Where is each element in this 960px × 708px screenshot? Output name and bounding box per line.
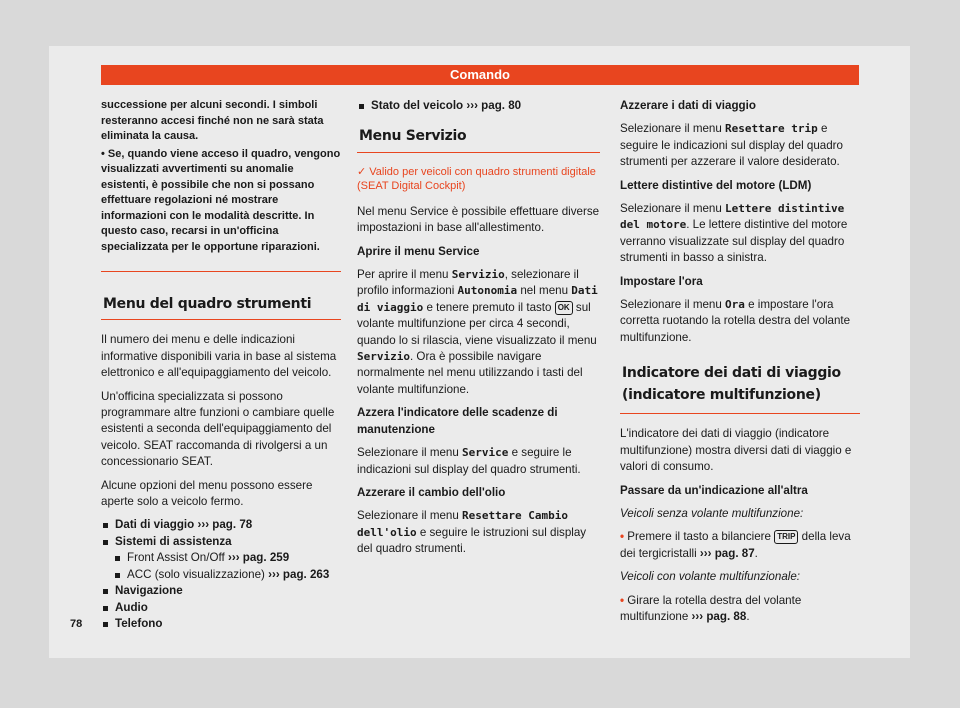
menu-name: Autonomia bbox=[457, 284, 518, 298]
menu-name: Dati di viaggio bbox=[357, 284, 598, 314]
paragraph: Per aprire il menu Servizio, selezionare il profilo informazioni Autonomia nel menu Dati di viaggio e tenere premuto il tasto OK sul volante multifunzione per circa 4 secondi, quando lo si rilascia, viene visualizzato il menu Servizio. Ora è possibile navigare normalmente nel menu utilizzando i tasti del volante multifunzione. bbox=[357, 268, 598, 396]
subheading: Azzerare il cambio dell'olio bbox=[357, 485, 506, 499]
column-2 bbox=[357, 98, 600, 565]
menu-name: Servizio bbox=[451, 268, 505, 282]
ok-key-icon: OK bbox=[555, 301, 573, 315]
heading-menu-quadro: Menu del quadro strumenti bbox=[101, 296, 341, 320]
menu-name: Resettare trip bbox=[725, 122, 818, 136]
paragraph: Selezionare il menu Resettare Cambio dell'olio e seguire le istruzioni sul display del quadro strumenti. bbox=[357, 509, 587, 556]
list-item-label: Front Assist On/Off bbox=[127, 551, 225, 565]
paragraph: Selezionare il menu Lettere distintive del motore. Le lettere distintive del motore verranno visualizzate sul display del quadro strumenti in basso a sinistra. bbox=[620, 202, 848, 265]
warning-text-1: successione per alcuni secondi. I simboli resteranno accesi finché non ne sarà stata eliminata la causa. bbox=[101, 99, 324, 142]
column-1 bbox=[101, 98, 341, 632]
subheading: Lettere distintive del motore (LDM) bbox=[620, 178, 812, 192]
paragraph: Il numero dei menu e delle indicazioni informative disponibili varia in base al sistema elettronico e all'equipaggiamento del veicolo. bbox=[101, 333, 337, 380]
heading-menu-servizio: Menu Servizio bbox=[357, 128, 600, 152]
list-item-label: ACC (solo visualizzazione) bbox=[127, 567, 265, 581]
page-ref-link[interactable]: ››› pag. 259 bbox=[227, 551, 290, 565]
warning-box bbox=[101, 98, 341, 272]
list-item: Telefono bbox=[101, 616, 341, 632]
paragraph: Selezionare il menu Ora e impostare l'ora corretta ruotando la rotella destra del volante multifunzione. bbox=[620, 298, 851, 344]
list-item bbox=[357, 98, 600, 114]
list-subitem bbox=[101, 550, 341, 566]
paragraph: Selezionare il menu Resettare trip e seguire le indicazioni sul display del quadro strumenti per azzerare il valore desiderato. bbox=[620, 122, 843, 169]
heading-indicatore-dati-viaggio: Indicatore dei dati di viaggio (indicatore multifunzione) bbox=[620, 362, 860, 414]
column-3 bbox=[620, 98, 860, 632]
list-subitem bbox=[101, 567, 341, 583]
subheading: Passare da un'indicazione all'altra bbox=[620, 483, 808, 497]
page-ref-link[interactable] bbox=[197, 518, 252, 531]
menu-name: Ora bbox=[725, 298, 745, 312]
step-item: • Premere il tasto a bilanciere TRIP della leva dei tergicristalli ››› pag. 87. bbox=[620, 530, 851, 560]
list-item: Audio bbox=[101, 600, 341, 616]
page-ref-link[interactable]: ››› pag. 80 bbox=[466, 99, 522, 112]
validity-note bbox=[357, 165, 600, 194]
step-item: • Girare la rotella destra del volante multifunzione ››› pag. 88. bbox=[620, 593, 802, 623]
menu-name: Service bbox=[462, 446, 509, 460]
paragraph: Un'officina specializzata si possono programmare altre funzioni o cambiare quelle esistenti a seconda dell'equipaggiamento del veicolo. SEAT raccomanda di rivolgersi a un concessionario SEAT. bbox=[101, 389, 335, 469]
section-header: Comando bbox=[101, 65, 859, 85]
list-item bbox=[101, 517, 341, 533]
validity-note-text: Valido per veicoli con quadro strumenti digitale (SEAT Digital Cockpit) bbox=[357, 165, 596, 193]
list-item: Sistemi di assistenza bbox=[101, 534, 341, 550]
trip-key-icon: TRIP bbox=[774, 530, 798, 544]
page-ref-link[interactable]: ››› pag. 88 bbox=[691, 609, 747, 623]
italic-label: Veicoli con volante multifunzionale: bbox=[620, 570, 801, 584]
warning-text-2: • Se, quando viene acceso il quadro, vengono visualizzati avvertimenti su anomalie esistenti, è possibile che non si possano effettuare regolazioni né mostrare informazioni con le modalità descritte. In questo caso, recarsi in un'officina specializzata per le opportune riparazioni. bbox=[101, 147, 341, 253]
list-item: Navigazione bbox=[101, 583, 341, 599]
menu-name: Resettare Cambio dell'olio bbox=[357, 509, 569, 539]
check-icon: ✓ bbox=[357, 165, 367, 178]
page-ref-link[interactable]: ››› pag. 87 bbox=[699, 546, 755, 560]
paragraph: L'indicatore dei dati di viaggio (indicatore multifunzione) mostra diversi dati di viaggio e valori di consumo. bbox=[620, 427, 852, 474]
subheading: Azzerare i dati di viaggio bbox=[620, 99, 756, 112]
menu-name: Lettere distintive del motore bbox=[620, 202, 845, 232]
paragraph: Alcune opzioni del menu possono essere aperte solo a veicolo fermo. bbox=[101, 478, 313, 509]
subheading: Impostare l'ora bbox=[620, 274, 703, 288]
bullet-dot: • bbox=[620, 530, 625, 544]
paragraph: Selezionare il menu Service e seguire le indicazioni sul display del quadro strumenti. bbox=[357, 446, 581, 476]
subheading: Azzera l'indicatore delle scadenze di manutenzione bbox=[357, 406, 558, 436]
subheading: Aprire il menu Service bbox=[357, 244, 480, 258]
italic-label: Veicoli senza volante multifunzione: bbox=[620, 506, 804, 520]
list-item-label: Stato del veicolo bbox=[371, 99, 464, 112]
page-number: 78 bbox=[70, 618, 83, 630]
paragraph: Nel menu Service è possibile effettuare diverse impostazioni in base all'allestimento. bbox=[357, 204, 600, 235]
bullet-dot: • bbox=[620, 593, 625, 607]
menu-name: Servizio bbox=[357, 350, 410, 364]
list-item-label: Dati di viaggio bbox=[115, 518, 195, 532]
page-ref-link[interactable]: ››› pag. 263 bbox=[268, 567, 330, 581]
page-ref-text: ››› pag. 78 bbox=[197, 518, 253, 532]
